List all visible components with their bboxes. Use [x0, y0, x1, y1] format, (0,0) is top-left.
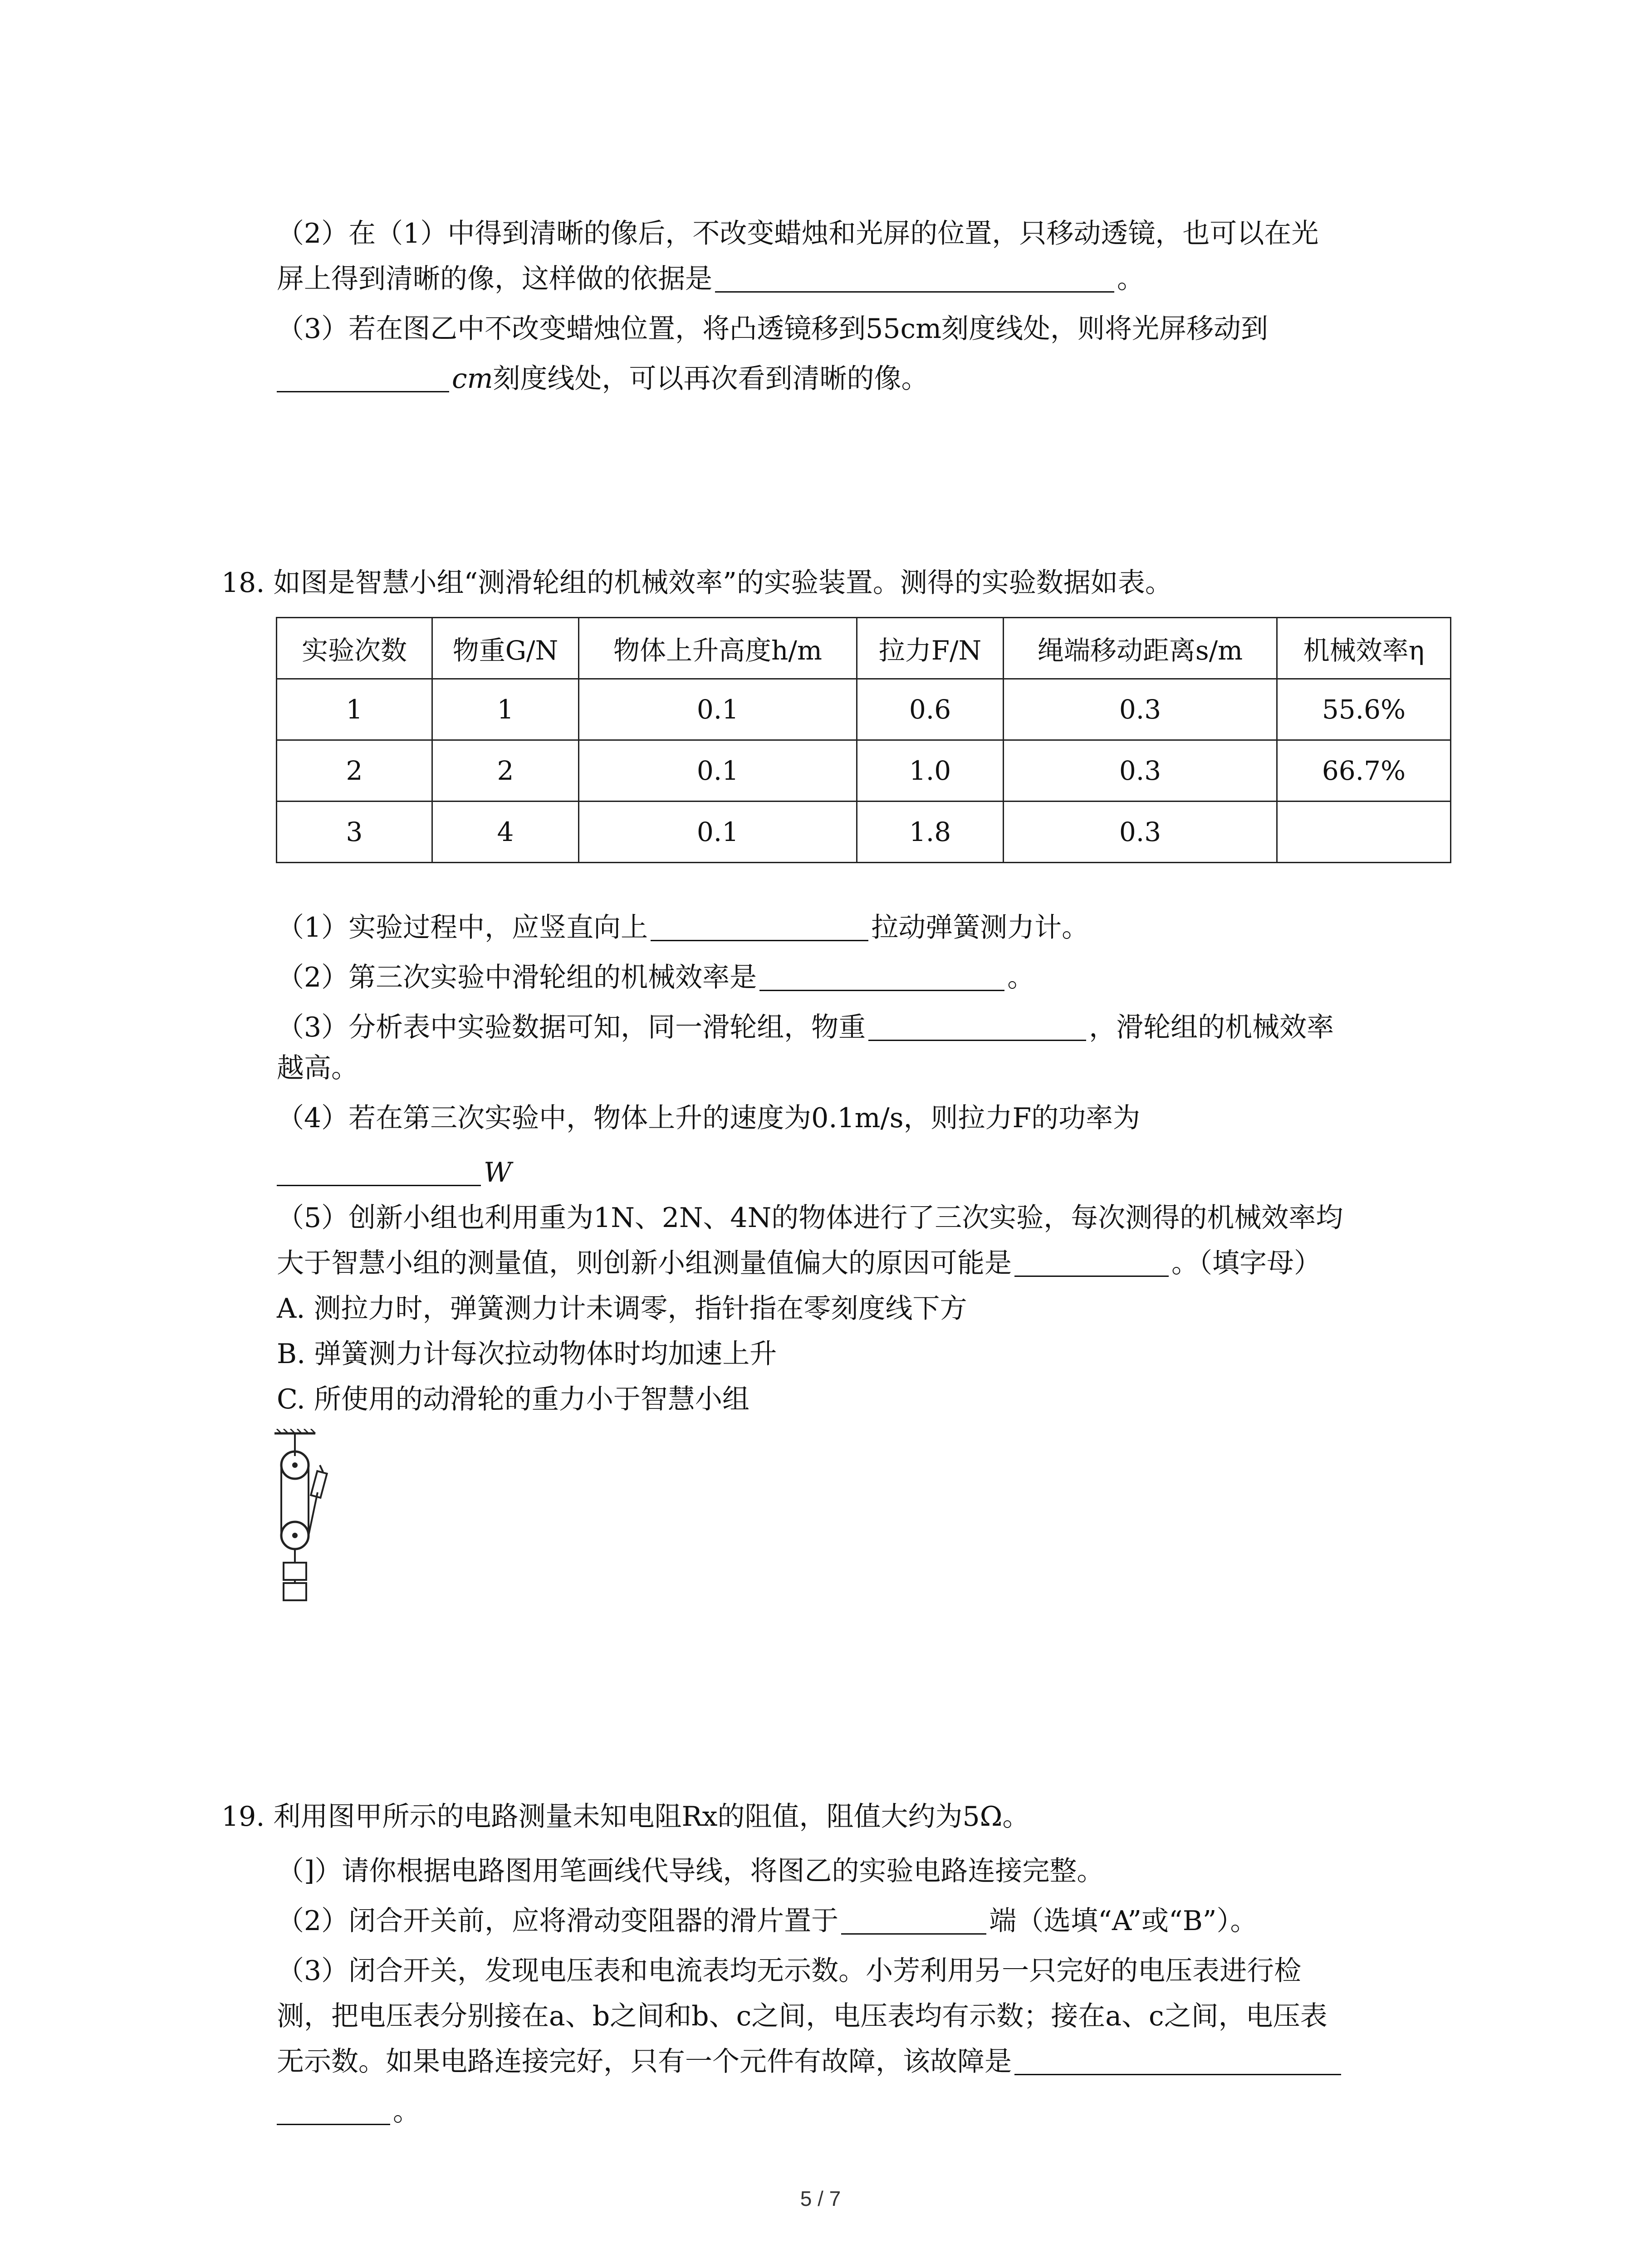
table-cell[interactable] [1277, 802, 1451, 863]
pulley-system-figure [272, 1429, 345, 1606]
table-header-cell: 实验次数 [277, 618, 432, 679]
table-cell: 0.1 [579, 679, 857, 740]
q18-part1 [277, 907, 1420, 948]
table-cell: 1.8 [857, 802, 1004, 863]
q18-part2-text: （2）第三次实验中滑轮组的机械效率是 [277, 962, 757, 993]
q18-unit-w: W [484, 1157, 512, 1188]
table-cell: 0.3 [1004, 679, 1277, 740]
q18-option-c: C. 所使用的动滑轮的重力小于智慧小组 [277, 1383, 749, 1415]
q19-part3-line1: （3）闭合开关，发现电压表和电流表均无示数。小芳利用另一只完好的电压表进行检 [277, 1955, 1302, 1987]
q18-part3-end: ，滑轮组的机械效率 [1089, 1012, 1334, 1043]
q18-part1-end: 拉动弹簧测力计。 [871, 912, 1089, 943]
q19-part3-line4 [277, 2091, 1420, 2132]
q19-part2-text: （2）闭合开关前，应将滑动变阻器的滑片置于 [277, 1905, 839, 1937]
q17-part3-end: 刻度线处，可以再次看到清晰的像。 [493, 363, 929, 395]
q19-part3-line3 [277, 2041, 1420, 2082]
q17-part2-end: 。 [1117, 263, 1144, 295]
q18-part5-line2 [277, 1243, 1420, 1284]
q17-part3-line1: （3）若在图乙中不改变蜡烛位置，将凸透镜移到55cm刻度线处，则将光屏移动到 [277, 313, 1269, 345]
q18-part2 [277, 957, 1420, 998]
table-header-cell: 物体上升高度h/m [579, 618, 857, 679]
table-cell: 0.3 [1004, 740, 1277, 802]
table-cell: 0.1 [579, 802, 857, 863]
q18-part3 [277, 1007, 1420, 1048]
q19-part3-line2: 测，把电压表分别接在a、b之间和b、c之间，电压表均有示数；接在a、c之间，电压表 [277, 2000, 1327, 2032]
table-cell: 4 [432, 802, 579, 863]
table-row [277, 679, 1451, 740]
table-cell: 0.3 [1004, 802, 1277, 863]
q18-part4-line2 [277, 1152, 1420, 1193]
q18-answer-blank-1[interactable] [651, 913, 868, 941]
table-row [277, 802, 1451, 863]
q18-answer-blank-2[interactable] [759, 963, 1004, 991]
table-cell: 1.0 [857, 740, 1004, 802]
table-cell: 3 [277, 802, 432, 863]
q18-part2-end: 。 [1007, 962, 1035, 993]
table-cell: 2 [277, 740, 432, 802]
q19-answer-blank-2[interactable] [841, 1906, 986, 1935]
q17-part2-line2 [277, 259, 1420, 299]
q19-answer-blank-3[interactable] [1014, 2047, 1341, 2075]
q19-part1: （]）请你根据电路图用笔画线代导线，将图乙的实验电路连接完整。 [277, 1855, 1104, 1887]
table-cell: 1 [432, 679, 579, 740]
q17-answer-blank-2[interactable] [715, 264, 1114, 293]
q17-part2-text: 屏上得到清晰的像，这样做的依据是 [277, 263, 712, 295]
table-header-cell: 机械效率η [1277, 618, 1451, 679]
table-header-cell: 绳端移动距离s/m [1004, 618, 1277, 679]
q18-option-a: A. 测拉力时，弹簧测力计未调零，指针指在零刻度线下方 [277, 1293, 967, 1325]
table-row [277, 740, 1451, 802]
q19-part3-end: 。 [393, 2096, 420, 2127]
page-number: 5 / 7 [800, 2187, 841, 2210]
q18-answer-blank-5[interactable] [1014, 1248, 1169, 1277]
table-header-cell: 拉力F/N [857, 618, 1004, 679]
q19-part3-text: 无示数。如果电路连接完好，只有一个元件有故障，该故障是 [277, 2046, 1012, 2077]
q19-part2-end: 端（选填“A”或“B”）。 [989, 1905, 1258, 1937]
q17-unit-cm: cm [452, 363, 493, 395]
q18-intro: 18. 如图是智慧小组“测滑轮组的机械效率”的实验装置。测得的实验数据如表。 [221, 567, 1172, 599]
q18-part4-line1: （4）若在第三次实验中，物体上升的速度为0.1m/s，则拉力F的功率为 [277, 1102, 1141, 1134]
table-header-cell: 物重G/N [432, 618, 579, 679]
q18-answer-blank-3[interactable] [868, 1012, 1086, 1041]
table-cell: 66.7% [1277, 740, 1451, 802]
q19-part2 [277, 1901, 1420, 1941]
q18-part5-end: 。（填字母） [1171, 1247, 1321, 1279]
table-header-row [277, 618, 1451, 679]
table-cell: 2 [432, 740, 579, 802]
q18-data-table [276, 617, 1451, 863]
q19-answer-blank-3b[interactable] [277, 2097, 390, 2125]
q18-part1-text: （1）实验过程中，应竖直向上 [277, 912, 648, 943]
q17-part3-line2 [277, 358, 1420, 399]
q17-answer-blank-3[interactable] [277, 364, 449, 392]
q17-part2-line1: （2）在（1）中得到清晰的像后，不改变蜡烛和光屏的位置，只移动透镜，也可以在光 [277, 218, 1319, 249]
q18-part5-text: 大于智慧小组的测量值，则创新小组测量值偏大的原因可能是 [277, 1247, 1012, 1279]
q18-part5-line1: （5）创新小组也利用重为1N、2N、4N的物体进行了三次实验，每次测得的机械效率均 [277, 1202, 1343, 1234]
table-cell: 0.1 [579, 740, 857, 802]
table-cell: 55.6% [1277, 679, 1451, 740]
table-cell: 1 [277, 679, 432, 740]
q18-part3-line2: 越高。 [277, 1052, 358, 1084]
table-cell: 0.6 [857, 679, 1004, 740]
q19-intro: 19. 利用图甲所示的电路测量未知电阻Rx的阻值，阻值大约为5Ω。 [221, 1801, 1030, 1833]
q18-part3-text: （3）分析表中实验数据可知，同一滑轮组，物重 [277, 1012, 866, 1043]
q18-option-b: B. 弹簧测力计每次拉动物体时均加速上升 [277, 1338, 777, 1370]
q18-answer-blank-4[interactable] [277, 1158, 481, 1186]
